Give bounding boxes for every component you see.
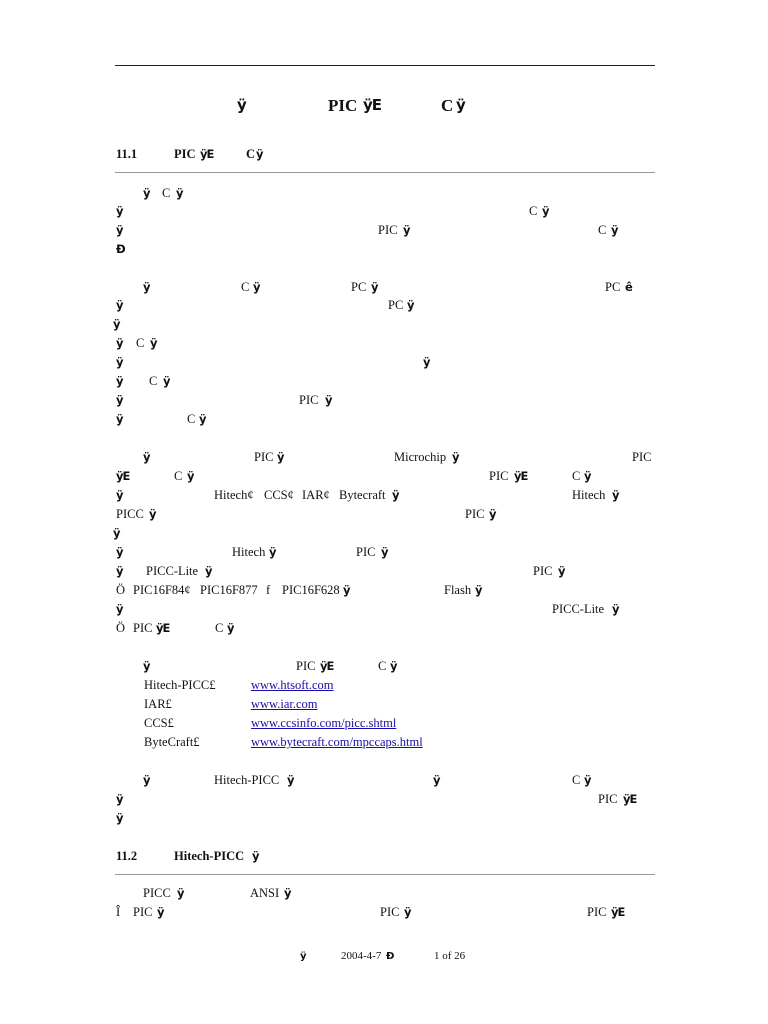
glyph: ÿ [116, 811, 123, 825]
glyph: Ð [116, 242, 125, 256]
glyph: ÿ [403, 223, 410, 237]
text-fragment: PIC [299, 393, 319, 407]
text-fragment: PIC [380, 905, 400, 919]
footer-glyph: Ð [386, 951, 394, 962]
glyph: ÿ [371, 280, 378, 294]
glyph: ÿ [584, 469, 591, 483]
title-glyph: ÿ [237, 96, 246, 114]
glyph: ÿ [116, 298, 123, 312]
text-fragment: PIC16F84¢ [133, 583, 191, 597]
glyph: ÿE [116, 469, 130, 483]
text-fragment: PIC [533, 564, 553, 578]
glyph: ÿ [116, 336, 123, 350]
text-fragment: Hitech [572, 488, 606, 502]
glyph: ÿ [343, 583, 350, 597]
glyph: ÿ [611, 223, 618, 237]
glyph: ÿ [392, 488, 399, 502]
glyph: ÿE [156, 621, 170, 635]
footer-date: 2004-4-7 [341, 950, 382, 962]
glyph: ÿ [116, 355, 123, 369]
text-fragment: PICC-Lite [146, 564, 199, 578]
section-label: Hitech-PICC [174, 849, 245, 863]
text-fragment: C [598, 223, 607, 237]
text-fragment: C [572, 773, 581, 787]
glyph: ÿ [407, 298, 414, 312]
compiler-name: IAR£ [144, 697, 172, 711]
text-fragment: C [162, 186, 171, 200]
section-number: 11.1 [116, 147, 138, 161]
text-fragment: PICC-Lite [552, 602, 605, 616]
section-glyph: ÿ [252, 849, 259, 863]
title-glyph: ÿ [456, 96, 465, 114]
compiler-link[interactable]: www.htsoft.com [251, 678, 334, 692]
glyph: ÿ [143, 186, 150, 200]
glyph: ÿ [390, 659, 397, 673]
glyph: ÿ [116, 564, 123, 578]
title-c: C [441, 96, 454, 115]
text-fragment: ANSI [250, 886, 280, 900]
text-fragment: PC [605, 280, 621, 294]
glyph: ÿ [452, 450, 459, 464]
section-rule [115, 874, 655, 875]
title-glyph: ÿE [363, 96, 382, 114]
text-fragment: PC [388, 298, 404, 312]
glyph: ÿ [269, 545, 276, 559]
text-fragment: PIC [133, 905, 153, 919]
text-fragment: PICC [143, 886, 171, 900]
glyph: ÿ [116, 792, 123, 806]
glyph: ÿ [277, 450, 284, 464]
footer-glyph: ÿ [300, 951, 306, 962]
glyph: ÿ [475, 583, 482, 597]
glyph: ÿ [116, 223, 123, 237]
glyph: ÿE [320, 659, 334, 673]
glyph: ÿ [558, 564, 565, 578]
glyph: ÿ [149, 507, 156, 521]
glyph: ÿ [227, 621, 234, 635]
glyph: ê [625, 280, 632, 294]
header-rule [115, 65, 655, 66]
glyph: ÿE [514, 469, 528, 483]
glyph: ÿE [611, 905, 625, 919]
text-fragment: C [572, 469, 581, 483]
glyph: ÿ [542, 204, 549, 218]
text-fragment: Microchip [394, 450, 447, 464]
text-fragment: C [187, 412, 196, 426]
text-fragment: PC [351, 280, 367, 294]
glyph: ÿ [381, 545, 388, 559]
glyph: ÿ [253, 280, 260, 294]
glyph: ÿ [176, 186, 183, 200]
section-label: PIC [174, 147, 196, 161]
text-fragment: C [529, 204, 538, 218]
text-fragment: PICC [116, 507, 144, 521]
glyph: ÿ [116, 412, 123, 426]
text-fragment: PIC [378, 223, 398, 237]
text-fragment: Ö [116, 621, 126, 635]
section-label: C [246, 147, 256, 161]
text-fragment: Hitech¢ [214, 488, 254, 502]
glyph: ÿ [423, 355, 430, 369]
glyph: ÿ [612, 602, 619, 616]
glyph: ÿ [177, 886, 184, 900]
text-fragment: PIC [598, 792, 618, 806]
glyph: ÿ [116, 393, 123, 407]
text-fragment: Î [116, 905, 121, 919]
text-fragment: PIC [632, 450, 652, 464]
glyph: ÿ [116, 602, 123, 616]
text-fragment: Flash [444, 583, 472, 597]
text-fragment: PIC [465, 507, 485, 521]
section-number: 11.2 [116, 849, 138, 863]
section-glyph: ÿ [256, 147, 263, 161]
text-fragment: PIC [133, 621, 153, 635]
glyph: ÿ [612, 488, 619, 502]
glyph: ÿ [584, 773, 591, 787]
glyph: ÿE [623, 792, 637, 806]
text-fragment: C [241, 280, 250, 294]
text-fragment: C [149, 374, 158, 388]
text-fragment: Hitech-PICC [214, 773, 280, 787]
text-fragment: PIC16F877 [200, 583, 258, 597]
glyph: ÿ [113, 317, 120, 331]
glyph: ÿ [116, 488, 123, 502]
glyph: ÿ [143, 773, 150, 787]
glyph: ÿ [287, 773, 294, 787]
compiler-name: ByteCraft£ [144, 735, 200, 749]
text-fragment: C [136, 336, 145, 350]
compiler-link[interactable]: www.bytecraft.com/mpccaps.html [251, 735, 423, 749]
glyph: ÿ [157, 905, 164, 919]
section-glyph: ÿE [200, 147, 214, 161]
glyph: ÿ [150, 336, 157, 350]
glyph: ÿ [143, 450, 150, 464]
glyph: ÿ [116, 545, 123, 559]
section-rule [115, 172, 655, 173]
text-fragment: Ö [116, 583, 126, 597]
text-fragment: PIC16F628 [282, 583, 340, 597]
glyph: ÿ [116, 204, 123, 218]
text-fragment: C [215, 621, 224, 635]
text-fragment: CCS¢ [264, 488, 294, 502]
glyph: ÿ [404, 905, 411, 919]
compiler-link[interactable]: www.ccsinfo.com/picc.shtml [251, 716, 397, 730]
compiler-link[interactable]: www.iar.com [251, 697, 318, 711]
text-fragment: PIC [587, 905, 607, 919]
text-fragment: C [378, 659, 387, 673]
glyph: ÿ [113, 526, 120, 540]
compiler-name: CCS£ [144, 716, 174, 730]
text-fragment: PIC [296, 659, 316, 673]
glyph: ÿ [143, 659, 150, 673]
text-fragment: PIC [254, 450, 274, 464]
glyph: ÿ [489, 507, 496, 521]
title-pic: PIC [328, 96, 358, 115]
glyph: ÿ [433, 773, 440, 787]
text-fragment: Hitech [232, 545, 266, 559]
glyph: ÿ [163, 374, 170, 388]
glyph: ÿ [199, 412, 206, 426]
text-fragment: f [266, 583, 271, 597]
glyph: ÿ [116, 374, 123, 388]
text-fragment: Bytecraft [339, 488, 386, 502]
text-fragment: C [174, 469, 183, 483]
glyph: ÿ [187, 469, 194, 483]
glyph: ÿ [143, 280, 150, 294]
page-number: 1 of 26 [434, 950, 466, 962]
glyph: ÿ [205, 564, 212, 578]
text-fragment: PIC [356, 545, 376, 559]
glyph: ÿ [325, 393, 332, 407]
compiler-name: Hitech-PICC£ [144, 678, 216, 692]
text-fragment: IAR¢ [302, 488, 330, 502]
glyph: ÿ [284, 886, 291, 900]
text-fragment: PIC [489, 469, 509, 483]
